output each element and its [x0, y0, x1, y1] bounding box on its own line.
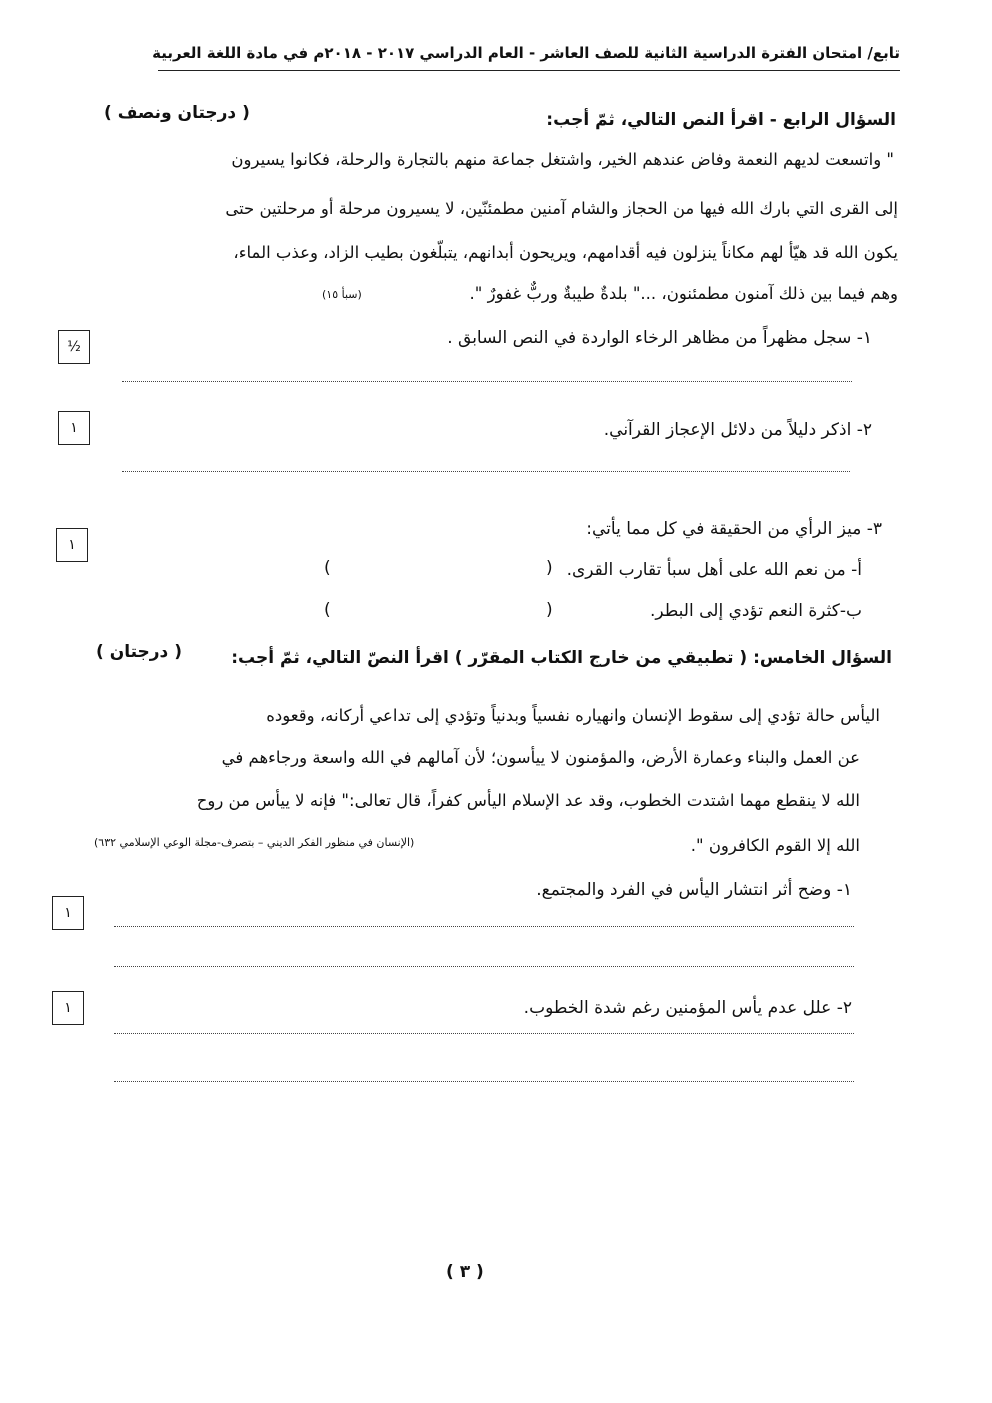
q5-title: السؤال الخامس: ( تطبيقي من خارج الكتاب المقرّر ) اقرأ النصّ التالي، ثمّ أجب:: [231, 648, 892, 668]
q5-item-2: ٢- علل عدم يأس المؤمنين رغم شدة الخطوب.: [523, 998, 852, 1018]
q4-subitem-a: أ- من نعم الله على أهل سبأ تقارب القرى.: [566, 560, 862, 580]
score-box: ١: [52, 896, 84, 930]
q4-passage-line: إلى القرى التي بارك الله فيها من الحجاز والشام آمنين مطمئنّين، لا يسيرون مرحلة أو مرحلتين حتى: [225, 199, 898, 218]
answer-slot-b[interactable]: [340, 598, 540, 624]
q4-passage-line: وهم فيما بين ذلك آمنون مطمئنون، ..." بلدةٌ طيبةٌ وربٌّ غفورٌ ".: [469, 284, 898, 303]
q4-title: السؤال الرابع - اقرأ النص التالي، ثمّ أجب:: [546, 110, 896, 130]
answer-paren-open: (: [546, 558, 553, 578]
q4-grade: ( درجتان ونصف ): [104, 103, 250, 123]
answer-paren-close: ): [324, 600, 331, 620]
answer-slot-a[interactable]: [340, 556, 540, 582]
page-number: ( ٣ ): [446, 1262, 484, 1282]
q5-passage-line: الله إلا القوم الكافرون ".: [690, 836, 860, 855]
q4-source: (سبأ ١٥): [322, 288, 362, 301]
score-box: ١: [52, 991, 84, 1025]
answer-paren-close: ): [324, 558, 331, 578]
q4-subitem-b: ب-كثرة النعم تؤدي إلى البطر.: [649, 601, 862, 621]
q4-passage-line: " واتسعت لديهم النعمة وفاض عندهم الخير، واشتغل جماعة منهم بالتجارة والرحلة، فكانوا يسيرون: [231, 150, 894, 169]
q5-passage-line: الله لا ينقطع مهما اشتدت الخطوب، وقد عد الإسلام اليأس كفراً، قال تعالى:" فإنه لا ييأس من روح: [196, 791, 860, 810]
score-box: ١: [58, 411, 90, 445]
q4-item-3: ٣- ميز الرأي من الحقيقة في كل مما يأتي:: [586, 519, 882, 539]
q5-passage-line: اليأس حالة تؤدي إلى سقوط الإنسان وانهياره نفسياً وبدنياً وتؤدي إلى تداعي أركانه، وقعوده: [266, 706, 880, 725]
q4-item-2: ٢- اذكر دليلاً من دلائل الإعجاز القرآني.: [603, 420, 872, 440]
q4-passage-line: يكون الله قد هيّأ لهم مكاناً ينزلون فيه أقدامهم، ويريحون أبدانهم، يتبلّغون بطيب الزاد، وعذب الماء،: [233, 243, 898, 262]
answer-line[interactable]: [114, 926, 854, 927]
answer-line[interactable]: [122, 381, 852, 382]
answer-line[interactable]: [114, 1081, 854, 1082]
q5-grade: ( درجتان ): [96, 642, 182, 662]
score-box: ½: [58, 330, 90, 364]
q4-item-1: ١- سجل مظهراً من مظاهر الرخاء الواردة في النص السابق .: [447, 328, 872, 348]
answer-paren-open: (: [546, 600, 553, 620]
score-box: ١: [56, 528, 88, 562]
header-underline: [158, 70, 900, 71]
answer-line[interactable]: [114, 1033, 854, 1034]
q5-item-1: ١- وضح أثر انتشار اليأس في الفرد والمجتمع.: [536, 880, 852, 900]
answer-line[interactable]: [114, 966, 854, 967]
answer-line[interactable]: [122, 471, 850, 472]
exam-header: تابع/ امتحان الفترة الدراسية الثانية للصف العاشر - العام الدراسي ٢٠١٧ - ٢٠١٨م في مادة اللغة العربية: [152, 44, 900, 62]
q5-passage-line: عن العمل والبناء وعمارة الأرض، والمؤمنون لا ييأسون؛ لأن آمالهم في الله واسعة ورجاءهم في: [221, 748, 860, 767]
q5-source: (الإنسان في منظور الفكر الديني – بتصرف-مجلة الوعي الإسلامي ٦٣٢): [94, 836, 415, 849]
